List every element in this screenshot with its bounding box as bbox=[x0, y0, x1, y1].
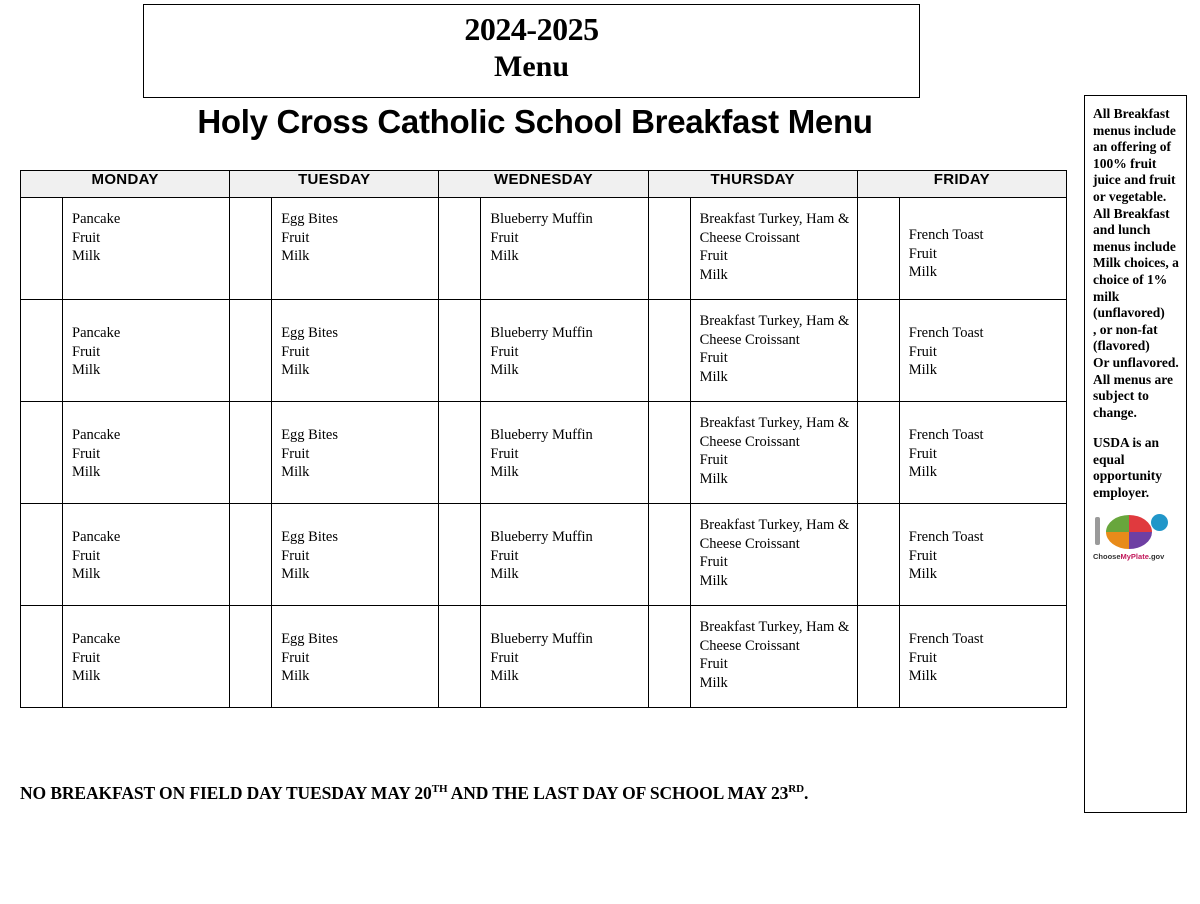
menu-item: Milk bbox=[490, 362, 519, 379]
day-cell bbox=[439, 198, 648, 300]
menu-item: Fruit bbox=[699, 350, 728, 367]
myplate-icon bbox=[1093, 512, 1171, 569]
menu-item: Milk bbox=[699, 573, 728, 590]
page-title: Holy Cross Catholic School Breakfast Menu bbox=[197, 103, 873, 140]
menu-items bbox=[63, 198, 229, 299]
footer-note-text-3: . bbox=[803, 783, 809, 803]
day-cell bbox=[857, 504, 1066, 606]
day-number bbox=[21, 606, 63, 707]
day-number bbox=[230, 198, 272, 299]
menu-item: Fruit bbox=[699, 656, 728, 673]
calendar-week-row bbox=[21, 504, 1067, 606]
menu-item: Fruit bbox=[281, 343, 310, 360]
menu-item: Fruit bbox=[281, 649, 310, 666]
column-header-thursday: THURSDAY bbox=[648, 171, 857, 198]
breakfast-menu-calendar bbox=[20, 170, 1067, 708]
column-header-wednesday: WEDNESDAY bbox=[439, 171, 648, 198]
menu-item: Fruit bbox=[699, 452, 728, 469]
column-header-monday: MONDAY bbox=[21, 171, 230, 198]
menu-items bbox=[481, 504, 647, 605]
menu-items bbox=[272, 300, 438, 401]
day-number bbox=[21, 300, 63, 401]
menu-items bbox=[63, 606, 229, 707]
day-number bbox=[649, 504, 691, 605]
day-number bbox=[21, 504, 63, 605]
day-number bbox=[439, 198, 481, 299]
day-number bbox=[439, 606, 481, 707]
menu-item: Fruit bbox=[908, 547, 937, 564]
menu-item: Milk bbox=[72, 668, 101, 685]
menu-item: Fruit bbox=[699, 554, 728, 571]
menu-year: 2024-2025 bbox=[464, 11, 599, 47]
menu-items bbox=[900, 504, 1066, 605]
day-cell bbox=[230, 606, 439, 708]
menu-word: Menu bbox=[494, 49, 569, 83]
day-number bbox=[858, 198, 900, 299]
menu-item: Milk bbox=[281, 248, 310, 265]
menu-item: Fruit bbox=[72, 343, 101, 360]
day-cell bbox=[21, 198, 230, 300]
day-cell bbox=[648, 300, 857, 402]
menu-item: Milk bbox=[699, 267, 728, 284]
menu-item: Milk bbox=[908, 264, 937, 281]
menu-item: Fruit bbox=[72, 229, 101, 246]
day-cell bbox=[648, 606, 857, 708]
menu-items bbox=[691, 402, 857, 503]
day-number bbox=[649, 402, 691, 503]
day-number bbox=[858, 402, 900, 503]
menu-item: Fruit bbox=[908, 649, 937, 666]
menu-item: Fruit bbox=[490, 445, 519, 462]
menu-items bbox=[691, 504, 857, 605]
menu-item: Blueberry Muffin bbox=[490, 211, 593, 227]
plate-quadrant-grains bbox=[1106, 532, 1129, 549]
day-cell bbox=[21, 402, 230, 504]
calendar-week-row bbox=[21, 198, 1067, 300]
menu-item: Milk bbox=[699, 675, 728, 692]
menu-item: Milk bbox=[281, 362, 310, 379]
day-number bbox=[439, 402, 481, 503]
menu-items bbox=[691, 300, 857, 401]
day-cell bbox=[857, 198, 1066, 300]
calendar-week-row bbox=[21, 606, 1067, 708]
day-cell bbox=[439, 606, 648, 708]
day-number bbox=[230, 606, 272, 707]
menu-item: Milk bbox=[908, 566, 937, 583]
menu-item: Fruit bbox=[281, 547, 310, 564]
menu-item: French Toast bbox=[908, 325, 984, 341]
title-box bbox=[143, 4, 920, 98]
menu-item: Milk bbox=[699, 471, 728, 488]
plate-quadrant-fruits bbox=[1129, 515, 1152, 532]
day-number bbox=[649, 198, 691, 299]
menu-item: Fruit bbox=[72, 445, 101, 462]
dairy-cup-icon bbox=[1151, 514, 1168, 531]
day-cell bbox=[230, 198, 439, 300]
day-cell bbox=[857, 300, 1066, 402]
myplate-label-brand: MyPlate bbox=[1120, 551, 1149, 561]
day-cell bbox=[857, 606, 1066, 708]
menu-item: Milk bbox=[490, 566, 519, 583]
day-number bbox=[439, 504, 481, 605]
menu-item: Milk bbox=[281, 464, 310, 481]
day-cell bbox=[439, 300, 648, 402]
menu-item: Blueberry Muffin bbox=[490, 325, 593, 341]
menu-item: Breakfast Turkey, Ham & Cheese Croissant bbox=[699, 313, 850, 348]
menu-items bbox=[63, 300, 229, 401]
side-paragraph-subject-to-change: All menus are subject to change. bbox=[1093, 371, 1173, 420]
menu-item: French Toast bbox=[908, 227, 984, 243]
column-header-tuesday: TUESDAY bbox=[230, 171, 439, 198]
side-paragraph-milk: All Breakfast and lunch menus include Milk choices, a choice of 1% milk (unflavored) bbox=[1093, 205, 1179, 321]
plate-icon bbox=[1105, 514, 1153, 550]
menu-item: Egg Bites bbox=[281, 427, 338, 443]
menu-items bbox=[272, 504, 438, 605]
menu-item: Pancake bbox=[72, 631, 121, 647]
menu-item: Egg Bites bbox=[281, 631, 338, 647]
menu-item: Milk bbox=[908, 362, 937, 379]
menu-item: French Toast bbox=[908, 529, 984, 545]
menu-items bbox=[900, 402, 1066, 503]
menu-item: Fruit bbox=[72, 649, 101, 666]
day-cell bbox=[439, 504, 648, 606]
usda-equal-opportunity-note: USDA is an equal opportunity employer. bbox=[1093, 435, 1163, 501]
menu-item: Egg Bites bbox=[281, 529, 338, 545]
day-cell bbox=[21, 504, 230, 606]
menu-item: Egg Bites bbox=[281, 325, 338, 341]
menu-item: Pancake bbox=[72, 529, 121, 545]
footer-note bbox=[20, 783, 808, 804]
menu-item: Milk bbox=[72, 248, 101, 265]
side-paragraph-nonfat: , or non-fat (flavored) bbox=[1093, 321, 1158, 354]
menu-item: Breakfast Turkey, Ham & Cheese Croissant bbox=[699, 415, 850, 450]
calendar-week-row bbox=[21, 402, 1067, 504]
day-number bbox=[230, 402, 272, 503]
menu-items bbox=[272, 402, 438, 503]
menu-item: Pancake bbox=[72, 211, 121, 227]
side-info-panel bbox=[1084, 95, 1187, 813]
menu-item: Milk bbox=[72, 566, 101, 583]
menu-item: Breakfast Turkey, Ham & Cheese Croissant bbox=[699, 619, 850, 654]
day-cell bbox=[857, 402, 1066, 504]
menu-items bbox=[691, 198, 857, 299]
calendar-week-row bbox=[21, 300, 1067, 402]
side-panel-text bbox=[1093, 106, 1181, 502]
calendar-header-row bbox=[21, 171, 1067, 198]
day-cell bbox=[21, 606, 230, 708]
menu-item: Milk bbox=[72, 464, 101, 481]
menu-item: Milk bbox=[490, 248, 519, 265]
menu-item: Fruit bbox=[490, 343, 519, 360]
footer-note-text-2: AND THE LAST DAY OF SCHOOL MAY 23 bbox=[447, 783, 789, 803]
day-cell bbox=[439, 402, 648, 504]
day-number bbox=[439, 300, 481, 401]
menu-item: Milk bbox=[908, 668, 937, 685]
menu-item: Fruit bbox=[699, 248, 728, 265]
menu-item: Milk bbox=[281, 566, 310, 583]
day-number bbox=[230, 504, 272, 605]
menu-item: Milk bbox=[699, 369, 728, 386]
footer-note-text-1: NO BREAKFAST ON FIELD DAY TUESDAY MAY 20 bbox=[20, 783, 432, 803]
myplate-label-choose: Choose bbox=[1093, 551, 1121, 561]
menu-items bbox=[481, 606, 647, 707]
footer-note-sup-2: RD bbox=[788, 783, 804, 796]
menu-item: Fruit bbox=[281, 445, 310, 462]
menu-items bbox=[900, 300, 1066, 401]
menu-items bbox=[481, 198, 647, 299]
day-number bbox=[858, 504, 900, 605]
menu-item: Milk bbox=[490, 464, 519, 481]
fork-icon bbox=[1095, 517, 1100, 545]
menu-item: Fruit bbox=[490, 229, 519, 246]
day-cell bbox=[230, 504, 439, 606]
menu-items bbox=[900, 606, 1066, 707]
day-number bbox=[21, 198, 63, 299]
menu-item: Fruit bbox=[281, 229, 310, 246]
menu-items bbox=[63, 504, 229, 605]
side-paragraph-fruit-juice: All Breakfast menus include an offering of 100% fruit juice and fruit or vegetable. bbox=[1093, 106, 1176, 204]
menu-item: Blueberry Muffin bbox=[490, 529, 593, 545]
menu-item: Blueberry Muffin bbox=[490, 427, 593, 443]
day-number bbox=[230, 300, 272, 401]
day-number bbox=[649, 300, 691, 401]
day-number bbox=[21, 402, 63, 503]
menu-item: Fruit bbox=[490, 649, 519, 666]
menu-items bbox=[272, 198, 438, 299]
menu-item: Breakfast Turkey, Ham & Cheese Croissant bbox=[699, 517, 850, 552]
menu-item: French Toast bbox=[908, 427, 984, 443]
plate-quadrant-vegetables bbox=[1106, 515, 1129, 532]
menu-items bbox=[691, 606, 857, 707]
footer-note-sup-1: TH bbox=[431, 783, 448, 796]
menu-item: Pancake bbox=[72, 325, 121, 341]
column-header-friday: FRIDAY bbox=[857, 171, 1066, 198]
menu-item: Egg Bites bbox=[281, 211, 338, 227]
menu-items bbox=[63, 402, 229, 503]
day-number bbox=[649, 606, 691, 707]
menu-item: Fruit bbox=[908, 445, 937, 462]
side-panel-spacer bbox=[1093, 421, 1181, 435]
menu-item: Pancake bbox=[72, 427, 121, 443]
menu-item: Breakfast Turkey, Ham & Cheese Croissant bbox=[699, 211, 850, 246]
day-cell bbox=[648, 402, 857, 504]
menu-item: Fruit bbox=[490, 547, 519, 564]
day-cell bbox=[21, 300, 230, 402]
menu-item: Fruit bbox=[908, 245, 937, 262]
menu-item: Milk bbox=[281, 668, 310, 685]
menu-items bbox=[481, 300, 647, 401]
menu-items bbox=[481, 402, 647, 503]
menu-item: French Toast bbox=[908, 631, 984, 647]
menu-item: Milk bbox=[490, 668, 519, 685]
day-number bbox=[858, 300, 900, 401]
day-cell bbox=[230, 402, 439, 504]
menu-item: Fruit bbox=[72, 547, 101, 564]
day-cell bbox=[230, 300, 439, 402]
myplate-label bbox=[1093, 552, 1171, 561]
menu-item: Milk bbox=[72, 362, 101, 379]
menu-item: Milk bbox=[908, 464, 937, 481]
menu-items bbox=[272, 606, 438, 707]
day-cell bbox=[648, 504, 857, 606]
day-cell bbox=[648, 198, 857, 300]
plate-quadrant-protein bbox=[1129, 532, 1152, 549]
myplate-label-gov: .gov bbox=[1148, 551, 1165, 561]
side-paragraph-unflavored: Or unflavored. bbox=[1093, 354, 1179, 370]
menu-item: Fruit bbox=[908, 343, 937, 360]
day-number bbox=[858, 606, 900, 707]
menu-item: Blueberry Muffin bbox=[490, 631, 593, 647]
menu-items bbox=[900, 198, 1066, 299]
